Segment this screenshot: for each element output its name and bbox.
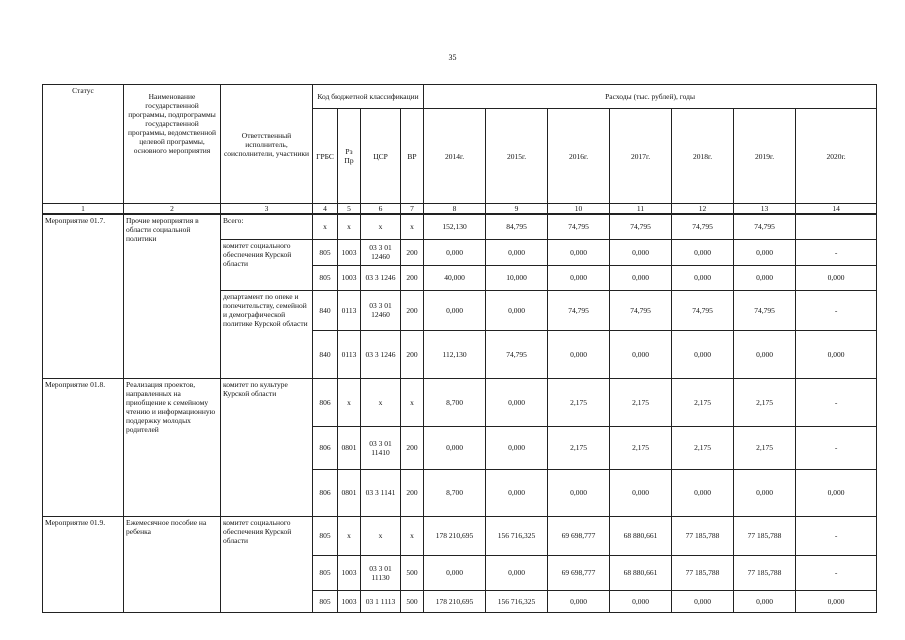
header-status: Статус bbox=[43, 85, 124, 204]
value-cell: 77 185,788 bbox=[672, 516, 734, 555]
value-cell: 0,000 bbox=[672, 330, 734, 378]
status-cell: Мероприятие 01.8. bbox=[43, 378, 124, 516]
csr-cell: 03 3 01 11130 bbox=[361, 555, 401, 590]
value-cell: 0,000 bbox=[610, 330, 672, 378]
value-cell: 2,175 bbox=[548, 378, 610, 426]
value-cell bbox=[796, 214, 877, 239]
value-cell: - bbox=[796, 516, 877, 555]
value-cell: 74,795 bbox=[734, 214, 796, 239]
responsible-cell: департамент по опеке и попечительству, семейной и демографической политике Курской области bbox=[221, 290, 313, 378]
vr-cell: 200 bbox=[401, 239, 424, 265]
value-cell: 74,795 bbox=[672, 290, 734, 330]
value-cell: 0,000 bbox=[486, 239, 548, 265]
vr-cell: х bbox=[401, 214, 424, 239]
vr-cell: 500 bbox=[401, 590, 424, 612]
program-name-cell: Прочие мероприятия в области социальной политики bbox=[124, 214, 221, 378]
rzpr-cell: 1003 bbox=[338, 590, 361, 612]
vr-cell: 200 bbox=[401, 469, 424, 516]
program-name-cell: Ежемесячное пособие на ребенка bbox=[124, 516, 221, 612]
value-cell: 10,000 bbox=[486, 265, 548, 290]
value-cell: 0,000 bbox=[424, 555, 486, 590]
value-cell: 0,000 bbox=[424, 426, 486, 469]
grbs-cell: 805 bbox=[313, 239, 338, 265]
value-cell: 0,000 bbox=[486, 555, 548, 590]
status-cell: Мероприятие 01.7. bbox=[43, 214, 124, 378]
value-cell: 112,130 bbox=[424, 330, 486, 378]
header-name: Наименование государственной программы, подпрограммы государственной программы, ведомственной целевой программы, основного мероприятия bbox=[124, 85, 221, 204]
csr-cell: 03 3 1246 bbox=[361, 265, 401, 290]
value-cell: 0,000 bbox=[610, 265, 672, 290]
column-number: 11 bbox=[610, 204, 672, 215]
value-cell: 2,175 bbox=[610, 378, 672, 426]
value-cell: 0,000 bbox=[672, 469, 734, 516]
rzpr-cell: х bbox=[338, 378, 361, 426]
csr-cell: 03 3 1141 bbox=[361, 469, 401, 516]
column-number: 3 bbox=[221, 204, 313, 215]
value-cell: 84,795 bbox=[486, 214, 548, 239]
value-cell: 0,000 bbox=[734, 469, 796, 516]
value-cell: 74,795 bbox=[486, 330, 548, 378]
value-cell: 0,000 bbox=[734, 265, 796, 290]
grbs-cell: 840 bbox=[313, 290, 338, 330]
header-year: 2015г. bbox=[486, 109, 548, 204]
value-cell: 2,175 bbox=[672, 378, 734, 426]
column-number: 14 bbox=[796, 204, 877, 215]
column-number: 13 bbox=[734, 204, 796, 215]
grbs-cell: 805 bbox=[313, 590, 338, 612]
value-cell: 0,000 bbox=[548, 265, 610, 290]
value-cell: - bbox=[796, 555, 877, 590]
column-number: 8 bbox=[424, 204, 486, 215]
value-cell: 0,000 bbox=[548, 590, 610, 612]
header-responsible: Ответственный исполнитель, соисполнители, участники bbox=[221, 85, 313, 204]
header-year: 2019г. bbox=[734, 109, 796, 204]
value-cell: 69 698,777 bbox=[548, 516, 610, 555]
rzpr-cell: 1003 bbox=[338, 265, 361, 290]
value-cell: 77 185,788 bbox=[672, 555, 734, 590]
page-number: 35 bbox=[448, 53, 457, 62]
csr-cell: х bbox=[361, 516, 401, 555]
value-cell: 8,700 bbox=[424, 378, 486, 426]
csr-cell: х bbox=[361, 214, 401, 239]
csr-cell: 03 3 01 12460 bbox=[361, 239, 401, 265]
value-cell: 2,175 bbox=[672, 426, 734, 469]
column-number: 4 bbox=[313, 204, 338, 215]
value-cell: 2,175 bbox=[734, 378, 796, 426]
value-cell: 178 210,695 bbox=[424, 590, 486, 612]
vr-cell: 200 bbox=[401, 290, 424, 330]
csr-cell: 03 3 01 11410 bbox=[361, 426, 401, 469]
value-cell: 0,000 bbox=[734, 239, 796, 265]
csr-cell: 03 3 1246 bbox=[361, 330, 401, 378]
value-cell: 0,000 bbox=[548, 469, 610, 516]
rzpr-cell: 0113 bbox=[338, 330, 361, 378]
table-row bbox=[43, 214, 877, 239]
column-number: 2 bbox=[124, 204, 221, 215]
table-row bbox=[43, 516, 877, 555]
value-cell: 0,000 bbox=[796, 469, 877, 516]
csr-cell: 03 1 1113 bbox=[361, 590, 401, 612]
status-cell: Мероприятие 01.9. bbox=[43, 516, 124, 612]
value-cell: 68 880,661 bbox=[610, 516, 672, 555]
rzpr-cell: х bbox=[338, 214, 361, 239]
value-cell: 0,000 bbox=[672, 265, 734, 290]
value-cell: - bbox=[796, 378, 877, 426]
csr-cell: х bbox=[361, 378, 401, 426]
program-name-cell: Реализация проектов, направленных на приобщение к семейному чтению и информационную поддержку молодых родителей bbox=[124, 378, 221, 516]
column-number-row bbox=[43, 204, 877, 215]
vr-cell: 200 bbox=[401, 265, 424, 290]
header-expenses: Расходы (тыс. рублей), годы bbox=[424, 85, 877, 109]
vr-cell: 200 bbox=[401, 426, 424, 469]
column-number: 1 bbox=[43, 204, 124, 215]
value-cell: 0,000 bbox=[610, 239, 672, 265]
header-csr: ЦСР bbox=[361, 109, 401, 204]
grbs-cell: х bbox=[313, 214, 338, 239]
value-cell: 0,000 bbox=[796, 330, 877, 378]
value-cell: 0,000 bbox=[486, 290, 548, 330]
grbs-cell: 840 bbox=[313, 330, 338, 378]
value-cell: 178 210,695 bbox=[424, 516, 486, 555]
value-cell: 0,000 bbox=[610, 469, 672, 516]
rzpr-cell: 1003 bbox=[338, 239, 361, 265]
value-cell: 0,000 bbox=[486, 426, 548, 469]
value-cell: - bbox=[796, 290, 877, 330]
value-cell: 0,000 bbox=[548, 330, 610, 378]
rzpr-cell: 0801 bbox=[338, 469, 361, 516]
responsible-cell: комитет социального обеспечения Курской области bbox=[221, 239, 313, 290]
budget-table bbox=[42, 84, 877, 613]
value-cell: 2,175 bbox=[610, 426, 672, 469]
value-cell: 74,795 bbox=[672, 214, 734, 239]
value-cell: 74,795 bbox=[548, 214, 610, 239]
grbs-cell: 806 bbox=[313, 469, 338, 516]
value-cell: - bbox=[796, 239, 877, 265]
rzpr-cell: 0113 bbox=[338, 290, 361, 330]
vr-cell: х bbox=[401, 516, 424, 555]
value-cell: 0,000 bbox=[486, 469, 548, 516]
vr-cell: 200 bbox=[401, 330, 424, 378]
value-cell: 0,000 bbox=[672, 590, 734, 612]
value-cell: 2,175 bbox=[734, 426, 796, 469]
value-cell: 74,795 bbox=[548, 290, 610, 330]
value-cell: 0,000 bbox=[486, 378, 548, 426]
value-cell: 0,000 bbox=[734, 590, 796, 612]
header-vr: ВР bbox=[401, 109, 424, 204]
value-cell: 74,795 bbox=[734, 290, 796, 330]
grbs-cell: 805 bbox=[313, 265, 338, 290]
vr-cell: х bbox=[401, 378, 424, 426]
value-cell: - bbox=[796, 426, 877, 469]
header-year: 2020г. bbox=[796, 109, 877, 204]
rzpr-cell: 1003 bbox=[338, 555, 361, 590]
column-number: 5 bbox=[338, 204, 361, 215]
value-cell: 69 698,777 bbox=[548, 555, 610, 590]
value-cell: 74,795 bbox=[610, 290, 672, 330]
column-number: 9 bbox=[486, 204, 548, 215]
value-cell: 0,000 bbox=[424, 239, 486, 265]
table-body bbox=[43, 214, 877, 612]
header-budget-code: Код бюджетной классификации bbox=[313, 85, 424, 109]
header-year: 2017г. bbox=[610, 109, 672, 204]
rzpr-cell: х bbox=[338, 516, 361, 555]
responsible-cell: комитет социального обеспечения Курской области bbox=[221, 516, 313, 612]
value-cell: 156 716,325 bbox=[486, 516, 548, 555]
value-cell: 0,000 bbox=[796, 590, 877, 612]
value-cell: 0,000 bbox=[610, 590, 672, 612]
grbs-cell: 806 bbox=[313, 378, 338, 426]
value-cell: 0,000 bbox=[672, 239, 734, 265]
value-cell: 2,175 bbox=[548, 426, 610, 469]
value-cell: 152,130 bbox=[424, 214, 486, 239]
table-row bbox=[43, 378, 877, 426]
responsible-cell: Всего: bbox=[221, 214, 313, 239]
value-cell: 0,000 bbox=[796, 265, 877, 290]
value-cell: 77 185,788 bbox=[734, 555, 796, 590]
grbs-cell: 806 bbox=[313, 426, 338, 469]
responsible-cell: комитет по культуре Курской области bbox=[221, 378, 313, 516]
rzpr-cell: 0801 bbox=[338, 426, 361, 469]
csr-cell: 03 3 01 12460 bbox=[361, 290, 401, 330]
vr-cell: 500 bbox=[401, 555, 424, 590]
column-number: 10 bbox=[548, 204, 610, 215]
value-cell: 0,000 bbox=[734, 330, 796, 378]
value-cell: 40,000 bbox=[424, 265, 486, 290]
header-year: 2016г. bbox=[548, 109, 610, 204]
header-grbs: ГРБС bbox=[313, 109, 338, 204]
header-year: 2014г. bbox=[424, 109, 486, 204]
value-cell: 0,000 bbox=[548, 239, 610, 265]
column-number: 7 bbox=[401, 204, 424, 215]
value-cell: 8,700 bbox=[424, 469, 486, 516]
grbs-cell: 805 bbox=[313, 555, 338, 590]
table-header bbox=[43, 85, 877, 215]
value-cell: 77 185,788 bbox=[734, 516, 796, 555]
value-cell: 74,795 bbox=[610, 214, 672, 239]
value-cell: 156 716,325 bbox=[486, 590, 548, 612]
header-year: 2018г. bbox=[672, 109, 734, 204]
value-cell: 68 880,661 bbox=[610, 555, 672, 590]
column-number: 6 bbox=[361, 204, 401, 215]
value-cell: 0,000 bbox=[424, 290, 486, 330]
grbs-cell: 805 bbox=[313, 516, 338, 555]
header-rzpr: Рз Пр bbox=[338, 109, 361, 204]
column-number: 12 bbox=[672, 204, 734, 215]
